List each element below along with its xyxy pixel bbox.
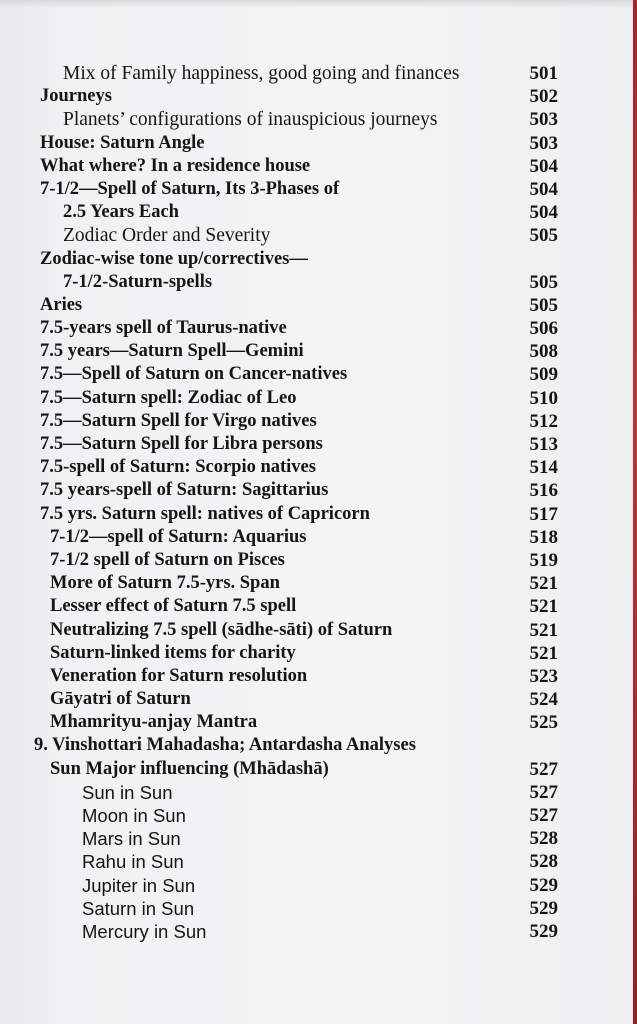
toc-entry-title: 7.5—Saturn Spell for Libra persons xyxy=(40,434,323,454)
toc-page-number: 521 xyxy=(529,642,558,664)
toc-page-number: 521 xyxy=(529,596,558,618)
toc-entry xyxy=(0,271,637,294)
toc-entry xyxy=(0,619,637,642)
toc-entry xyxy=(0,456,637,479)
toc-entry-title: Planets’ configurations of inauspicious journeys xyxy=(63,109,438,131)
toc-entry xyxy=(0,132,637,155)
toc-page-number: 527 xyxy=(529,805,558,826)
toc-page-number: 524 xyxy=(529,689,558,711)
toc-entry-title: 7-1/2—spell of Saturn: Aquarius xyxy=(50,526,307,547)
toc-entry-title: 7.5—Saturn Spell for Virgo natives xyxy=(40,410,317,431)
toc-entry xyxy=(0,178,637,201)
toc-entry-title: Sun Major influencing (Mhādashā) xyxy=(50,758,329,779)
toc-entry-title: Mix of Family happiness, good going and finances xyxy=(63,63,460,84)
toc-entry-title: Gāyatri of Saturn xyxy=(50,689,191,710)
toc-entry-title: 7.5—Spell of Saturn on Cancer-natives xyxy=(40,364,348,385)
toc-page-number: 504 xyxy=(529,202,558,224)
toc-entry-title: 7-1/2—Spell of Saturn, Its 3-Phases of xyxy=(40,178,340,199)
toc-entry xyxy=(0,595,637,618)
toc-entry xyxy=(0,108,637,131)
toc-page-number: 504 xyxy=(529,155,558,177)
toc-entry xyxy=(0,549,637,572)
toc-entry-title: Zodiac-wise tone up/correctives— xyxy=(40,248,308,269)
toc-page-number: 505 xyxy=(529,294,558,316)
toc-entry-title: Veneration for Saturn resolution xyxy=(50,665,308,686)
toc-page-number: 514 xyxy=(529,457,558,479)
page-top-shadow xyxy=(0,0,637,8)
toc-entry xyxy=(0,387,637,410)
toc-page-number: 508 xyxy=(529,341,558,363)
toc-page-number: 504 xyxy=(529,178,558,200)
toc-entry xyxy=(0,897,637,920)
toc-page-number: 525 xyxy=(529,712,558,734)
toc-page-number: 521 xyxy=(529,573,558,595)
toc-entry xyxy=(0,572,637,595)
toc-entry xyxy=(0,62,637,85)
toc-entry xyxy=(0,850,637,873)
toc-page-number: 503 xyxy=(529,109,558,131)
toc-entry-title: 7.5 yrs. Saturn spell: natives of Capricorn xyxy=(40,503,370,524)
toc-entry-title: Mercury in Sun xyxy=(82,920,207,942)
toc-page-number: 503 xyxy=(529,132,558,154)
toc-page-number: 510 xyxy=(529,387,558,409)
toc-page-number: 529 xyxy=(529,874,558,896)
toc-entry-title: 7.5-spell of Saturn: Scorpio natives xyxy=(40,457,316,478)
toc-entry xyxy=(0,410,637,433)
toc-entry-title: 7.5—Saturn spell: Zodiac of Leo xyxy=(40,387,297,408)
toc-entry-title: Sun in Sun xyxy=(82,781,173,803)
toc-entry xyxy=(0,155,637,178)
toc-entry xyxy=(0,479,637,502)
toc-page-number: 505 xyxy=(529,225,558,247)
toc-page-number: 527 xyxy=(529,781,558,803)
toc-entry xyxy=(0,642,637,665)
toc-entry-title: Lesser effect of Saturn 7.5 spell xyxy=(50,596,297,617)
toc-entry-title: Jupiter in Sun xyxy=(82,874,196,896)
toc-page-number: 501 xyxy=(529,63,558,84)
toc-page-number: 517 xyxy=(529,503,558,525)
toc-entry-title: 9. Vinshottari Mahadasha; Antardasha Analyses xyxy=(34,735,416,756)
toc-entry-title: Mhamrityu-anjay Mantra xyxy=(50,712,258,733)
toc-entry-title: 7.5 years-spell of Saturn: Sagittarius xyxy=(40,480,329,501)
toc-entry xyxy=(0,804,637,827)
toc-page-number: 506 xyxy=(529,318,558,340)
toc-entry-title: 7-1/2 spell of Saturn on Pisces xyxy=(50,549,285,570)
toc-page-number: 529 xyxy=(529,897,558,919)
toc-entry xyxy=(0,827,637,850)
toc-entry-title: Aries xyxy=(40,294,83,315)
toc-entry-title: Mars in Sun xyxy=(82,828,181,850)
toc-page-number: 528 xyxy=(529,828,558,850)
toc-entry xyxy=(0,874,637,897)
toc-entry-title: Moon in Sun xyxy=(82,805,186,826)
chapter-heading-row xyxy=(0,734,637,757)
toc-entry-title: 7-1/2-Saturn-spells xyxy=(63,271,213,292)
toc-entry-title: Neutralizing 7.5 spell (sādhe-sāti) of Saturn xyxy=(50,619,393,640)
toc-page-number: 512 xyxy=(529,410,558,432)
toc-entry xyxy=(0,433,637,456)
toc-page-number: 528 xyxy=(529,851,558,873)
toc-entry-title: Zodiac Order and Severity xyxy=(63,225,271,247)
toc-entry-title: Rahu in Sun xyxy=(82,851,184,873)
toc-entry xyxy=(0,781,637,804)
toc-entry xyxy=(0,665,637,688)
toc-entry-title: 2.5 Years Each xyxy=(63,202,179,223)
toc-page-number: 527 xyxy=(529,758,558,780)
toc-entry xyxy=(0,526,637,549)
toc-entry-title: More of Saturn 7.5-yrs. Span xyxy=(50,573,280,594)
toc-entry xyxy=(0,711,637,734)
toc-entry-title: House: Saturn Angle xyxy=(40,132,205,153)
toc-page-number: 521 xyxy=(529,619,558,641)
toc-page-number: 513 xyxy=(529,434,558,455)
toc-entry xyxy=(0,688,637,711)
toc-page-number: 519 xyxy=(529,549,558,571)
toc-entry xyxy=(0,224,637,247)
toc-page-number: 502 xyxy=(529,86,558,108)
toc-entry xyxy=(0,317,637,340)
toc-entry-title: 7.5-years spell of Taurus-native xyxy=(40,318,287,339)
toc-page-number: 518 xyxy=(529,526,558,548)
toc-page-number: 505 xyxy=(529,271,558,293)
toc-entry xyxy=(0,294,637,317)
toc-entry xyxy=(0,363,637,386)
toc-entry-title: Saturn in Sun xyxy=(82,897,195,919)
toc-page-number: 516 xyxy=(529,480,558,502)
toc-page-number: 529 xyxy=(529,920,558,942)
toc-entry-title: Journeys xyxy=(40,86,112,107)
toc-entry xyxy=(0,248,637,271)
toc-entry xyxy=(0,503,637,526)
toc-entry-title: 7.5 years—Saturn Spell—Gemini xyxy=(40,341,304,362)
toc-entry xyxy=(0,920,637,943)
toc-page-number: 509 xyxy=(529,364,558,386)
toc-entry-title: What where? In a residence house xyxy=(40,155,311,176)
toc-entry-title: Saturn-linked items for charity xyxy=(50,642,296,663)
toc-page-number: 523 xyxy=(529,665,558,687)
toc-entry xyxy=(0,758,637,781)
toc-entry xyxy=(0,85,637,108)
toc-entry xyxy=(0,201,637,224)
toc-entry xyxy=(0,340,637,363)
table-of-contents xyxy=(0,62,637,943)
